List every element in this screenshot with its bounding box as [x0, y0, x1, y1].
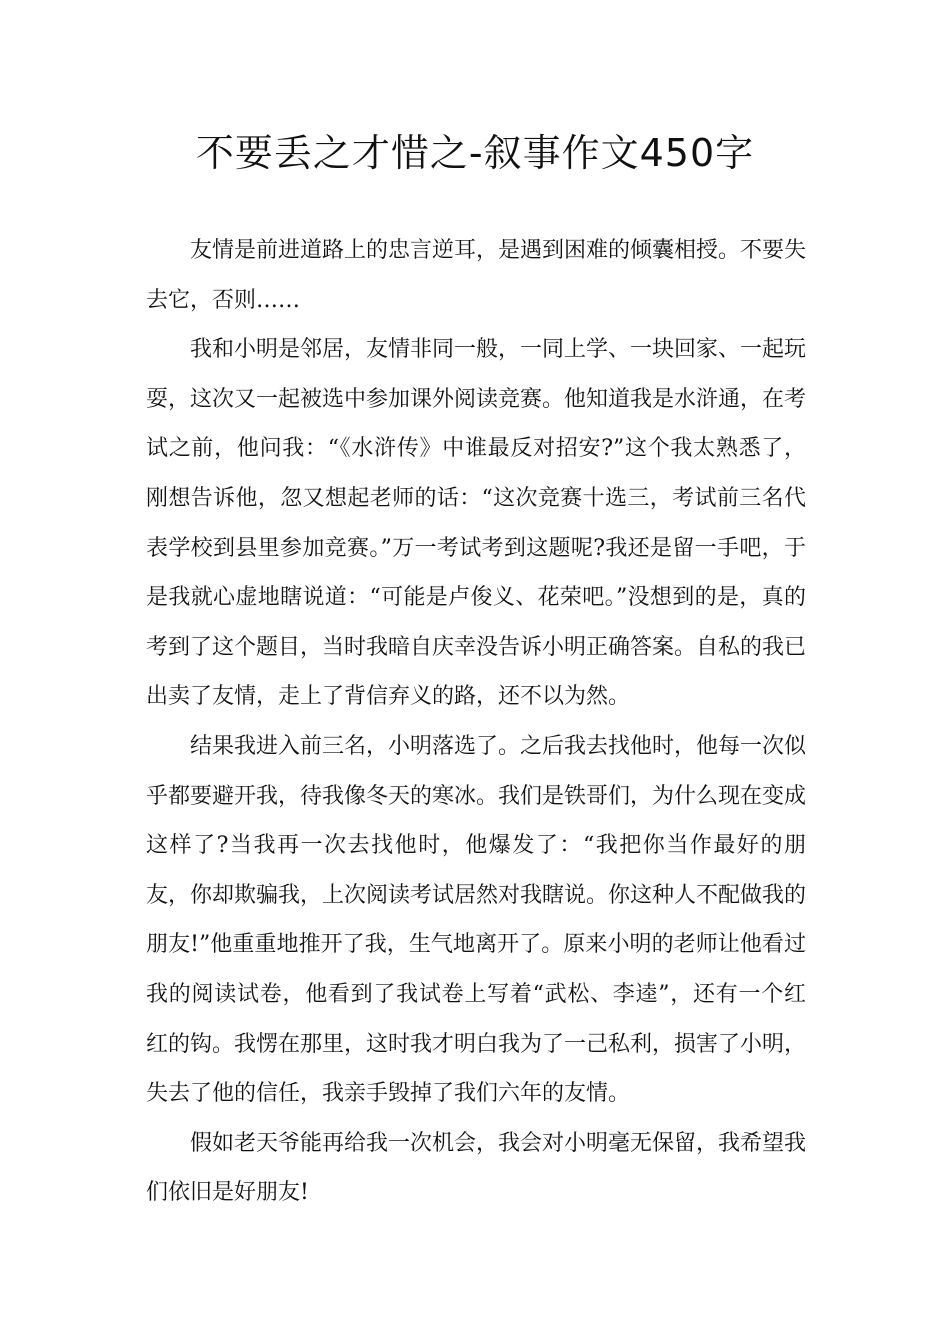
paragraph-intro: 友情是前进道路上的忠言逆耳，是遇到困难的倾囊相授。不要失去它，否则…… [146, 238, 807, 313]
paragraph-story: 我和小明是邻居，友情非同一般，一同上学、一块回家、一起玩耍，这次又一起被选中参加课外阅读竞赛。他知道我是水浒通，在考试之前，他问我：“《水浒传》中谁最反对招安?”这个我太熟悉了，刚想告诉他，忽又想起老师的话：“这次竞赛十选三，考试前三名代表学校到县里参加竞赛。”万一考试考到这题呢?我还是留一手吧，于是我就心虚地瞎说道：“可能是卢俊义、花荣吧。”没想到的是，真的考到了这个题目，当时我暗自庆幸没告诉小明正确答案。自私的我已出卖了友情，走上了背信弃义的路，还不以为然。 [146, 337, 807, 710]
paragraph-consequence: 结果我进入前三名，小明落选了。之后我去找他时，他每一次似乎都要避开我，待我像冬天的寒冰。我们是铁哥们，为什么现在变成这样了?当我再一次去找他时，他爆发了：“我把你当作最好的朋友，你却欺骗我，上次阅读考试居然对我瞎说。你这种人不配做我的朋友!”他重重地推开了我，生气地离开了。原来小明的老师让他看过我的阅读试卷，他看到了我试卷上写着“武松、李逵”，还有一个红红的钩。我愣在那里，这时我才明白我为了一己私利，损害了小明，失去了他的信任，我亲手毁掉了我们六年的友情。 [146, 733, 807, 1107]
document-title: 不要丢之才惜之-叙事作文450字 [195, 131, 755, 175]
document-body [146, 226, 806, 1218]
paragraph-conclusion: 假如老天爷能再给我一次机会，我会对小明毫无保留，我希望我们依旧是好朋友! [146, 1130, 807, 1206]
